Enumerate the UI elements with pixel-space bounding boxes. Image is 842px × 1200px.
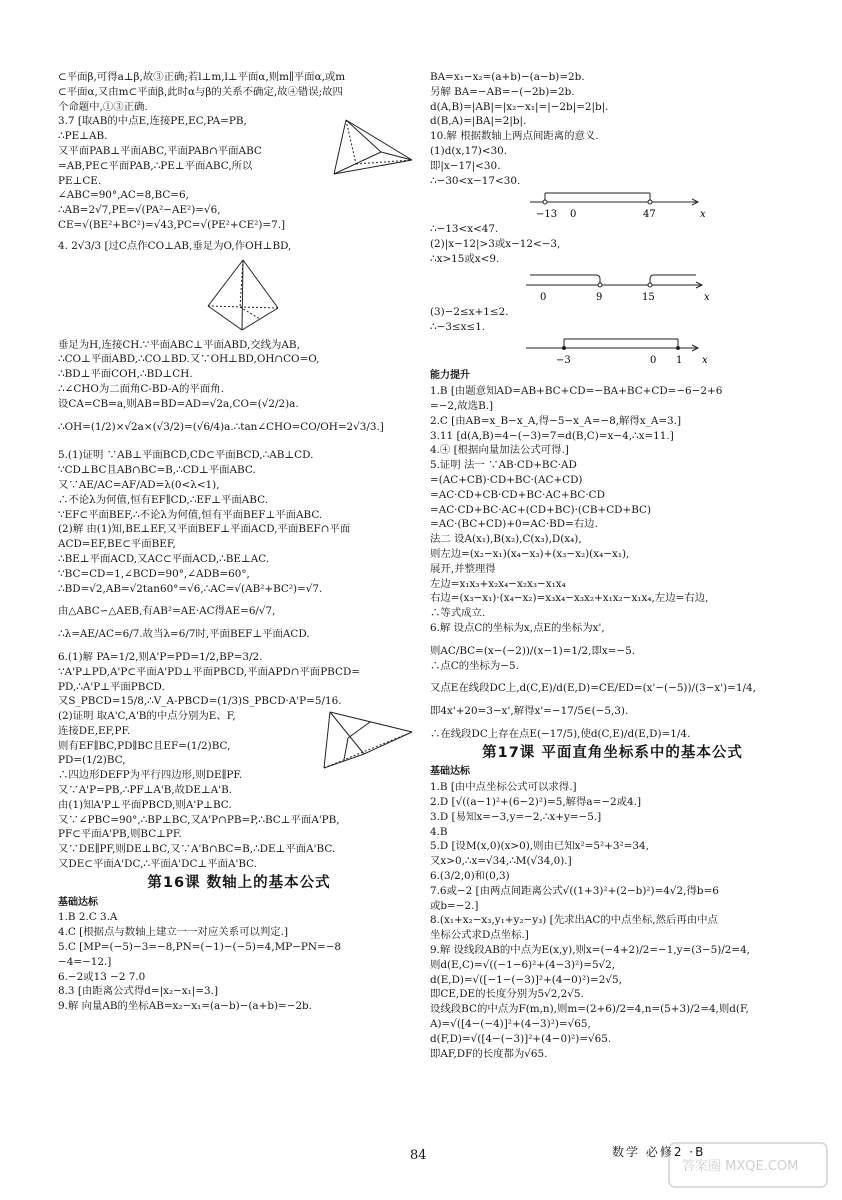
tick-label: 9 <box>596 291 603 303</box>
tick-label: 0 <box>570 209 577 221</box>
text-line: ∴x>15或x<9. <box>430 252 500 265</box>
text-line: ∴点C的坐标为−5. <box>430 659 519 672</box>
text-line: 由△ABC∽△AEB,有AB²=AE·AC得AE=6/√7, <box>58 605 276 618</box>
text-line: 6.解 设点C的坐标为x,点E的坐标为x', <box>430 621 605 634</box>
text-line: ∴CO⊥平面ABD,∴CO⊥BD.又∵OH⊥BD,OH∩CO=O, <box>58 353 320 366</box>
text-line: ∴∠CHO为二面角C-BD-A的平面角. <box>58 382 224 395</box>
text-line: =AC·CD+CB·CD+BC·AC+BC·CD <box>430 488 605 501</box>
tick-label: 1 <box>676 355 683 367</box>
text-line: ∴等式成立. <box>430 607 486 620</box>
text-line: =AC·CD+BC·AC+(CD+BC)·(CB+CD+BC) <box>430 503 652 516</box>
text-line: ∵EF⊂平面BEF,∴不论λ为何值,恒有平面BEF⊥平面ABC. <box>58 508 323 521</box>
tick-label: 47 <box>643 209 656 221</box>
problem-3 <box>58 114 420 232</box>
text-line: (3)−2≤x+1≤2. <box>430 305 509 318</box>
basic-heading: 基础达标 <box>430 766 470 778</box>
text-line: ∴BD⊥平面COH,∴BD⊥CH. <box>58 368 193 381</box>
text-line: 或b=−2.] <box>430 899 479 912</box>
text-line: 又S_PBCD=15/8,∴V_A-PBCD=(1/3)S_PBCD·A'P=5/16. <box>58 695 342 708</box>
book-footer: 数学 必修2 ·B <box>612 1145 706 1159</box>
text-line: 则AC/BC=(x−(−2))/(x−1)=1/2,即x=−5. <box>430 644 636 657</box>
text-line: 法二 设A(x₁),B(x₂),C(x₃),D(x₄), <box>430 533 582 546</box>
text-line: 7.6或−2 [由两点间距离公式√((1+3)²+(2−b)²)=4√2,得b=6 <box>430 884 719 897</box>
text-line: 展开,并整理得 <box>430 562 496 575</box>
page-number: 84 <box>410 1148 427 1163</box>
text-line: 3.7 [取AB的中点E,连接PE,EC,PA=PB, <box>58 115 247 128</box>
tick-label: −3 <box>556 355 571 367</box>
text-line: ⊂平面β,可得a⊥β,故③正确;若l⊥m,l⊥平面α,则m∥平面α,或m <box>58 71 346 83</box>
text-line: ∴不论λ为何值,恒有EF∥CD,∴EF⊥平面ABC. <box>58 493 268 506</box>
text-line: −4=−12.] <box>58 955 112 968</box>
text-line: 2.D [√((a−1)²+(6−2)²)=5,解得a=−2或4.] <box>430 796 641 809</box>
axis-label: x <box>704 291 710 303</box>
text-line: 5.(1)证明 ∵AB⊥平面BCD,CD⊂平面BCD,∴AB⊥CD. <box>58 449 314 462</box>
text-line: 9.解 向量AB的坐标AB=x₂−x₁=(a−b)−(a+b)=−2b. <box>58 1000 313 1013</box>
text-line: ∵A'P⊥PD,A'P⊂平面A'PD⊥平面PBCD,平面APD∩平面PBCD= <box>58 665 360 678</box>
right-column <box>430 70 795 1061</box>
section-16-title: 第16课 数轴上的基本公式 <box>147 874 331 891</box>
text-line: ∴BD=√2,AB=√2tan60°=√6,∴AC=√(AB²+BC²)=√7. <box>58 582 323 595</box>
text-line: 即4x'+20=3−x',解得x'=−17/5∈(−5,3). <box>430 705 629 718</box>
text-line: d(B,A)=|BA|=2|b|. <box>430 115 527 128</box>
text-line: 3.11 [d(A,B)=4−(−3)=7=d(B,C)=x−4,∴x=11.] <box>430 429 674 442</box>
problem-6 <box>58 650 420 872</box>
text-line: =AC·(BC+CD)+0=AC·BD=右边. <box>430 518 598 531</box>
tick-label: 0 <box>650 355 657 367</box>
text-line: 即|x−17|<30. <box>430 159 501 172</box>
text-line: ∴−3≤x≤1. <box>430 320 486 333</box>
text-line: ∴四边形DEFP为平行四边形,则DE∥PF. <box>58 769 243 782</box>
tick-label: 15 <box>642 291 655 303</box>
text-line: BA=x₁−x₂=(a+b)−(a−b)=2b. <box>430 71 585 83</box>
text-line: 4.④ [根据向量加法公式可得.] <box>430 444 569 457</box>
text-line: 6.(3/2,0)和(0,3) <box>430 870 510 883</box>
text-line: PD,∴A'P⊥平面PBCD. <box>58 680 165 693</box>
text-line: 坐标公式求D点坐标.] <box>430 929 529 942</box>
text-line: ∵CD⊥BC且AB∩BC=B,∴CD⊥平面ABC. <box>58 464 256 477</box>
text-line: ∴λ=AE/AC=6/7.故当λ=6/7时,平面BEF⊥平面ACD. <box>58 628 310 641</box>
number-line-1 <box>530 190 710 220</box>
text-line: 6.−2或13 −2 7.0 <box>58 970 146 983</box>
text-line: 设线段BC的中点为F(m,n),则m=(2+6)/2=4,n=(5+3)/2=4,则d(F, <box>430 1003 749 1016</box>
text-line: 左边=x₁x₃+x₂x₄−x₂x₃−x₁x₄ <box>430 577 566 590</box>
watermark-logo <box>668 1142 828 1188</box>
text-line: 即AF,DF的长度都为√65. <box>430 1047 548 1060</box>
text-line: =AB,PE⊂平面PAB,∴PE⊥平面ABC,所以 <box>58 159 253 172</box>
text-line: 垂足为H,连接CH.∵平面ABC⊥平面ABD,交线为AB, <box>58 338 300 351</box>
text-line: 连接DE,EF,PF. <box>58 724 131 737</box>
text-line: PD=(1/2)BC, <box>58 754 126 767</box>
left-column <box>58 70 420 1014</box>
text-line: ∠ABC=90°,AC=8,BC=6, <box>58 189 189 202</box>
text-line: PE⊥CE. <box>58 174 102 187</box>
text-line: d(E,D)=√([−1−(−3)]²+(4−0)²)=2√5, <box>430 973 622 986</box>
ability-heading: 能力提升 <box>430 370 470 382</box>
text-line: 8.3 [由距离公式得d=|x₂−x₁|=3.] <box>58 985 219 998</box>
text-line: (2)证明 取A'C,A'B的中点分别为E、F, <box>58 710 236 723</box>
text-line: 即CE,DE的长度分别为5√2,2√5. <box>430 988 584 1001</box>
text-line: ∴OH=(1/2)×√2a×(√3/2)=(√6/4)a.∴tan∠CHO=CO/OH=2√3/3.] <box>58 420 384 433</box>
text-line: =−2,故选B.] <box>430 399 494 412</box>
tetrahedron-figure <box>198 256 288 336</box>
text-line: ∴PE⊥AB. <box>58 130 108 143</box>
text-line: d(A,B)=|AB|=|x₂−x₁|=|−2b|=2|b|. <box>430 100 609 113</box>
text-line: 右边=(x₃−x₁)·(x₄−x₂)=x₃x₄−x₃x₂+x₁x₂−x₁x₄,左边=右边, <box>430 592 709 605</box>
text-line: 又∵∠PBC=90°,∴BP⊥BC,又A'P∩PB=P,∴BC⊥平面A'PB, <box>58 813 340 826</box>
text-line: ACD=EF,BE⊂平面BEF, <box>58 538 176 551</box>
number-line-2 <box>526 269 716 303</box>
text-line: 又平面PAB⊥平面ABC,平面PAB∩平面ABC <box>58 144 262 157</box>
text-line: 又∵DE∥PF,则DE⊥BC,又∵A'B∩BC=B,∴DE⊥平面A'BC. <box>58 843 336 856</box>
section-17-title: 第17课 平面直角坐标系中的基本公式 <box>482 744 743 761</box>
text-line: 4.C [根据点与数轴上建立一一对应关系可以判定.] <box>58 926 288 939</box>
text-line: 9.解 设线段AB的中点为E(x,y),则x=(−4+2)/2=−1,y=(3−5)/2=4, <box>430 944 750 957</box>
text-line: 另解 BA=−AB=−(−2b)=2b. <box>430 85 575 98</box>
text-line: 2.C [由AB=x_B−x_A,得−5−x_A=−8,解得x_A=3.] <box>430 414 682 427</box>
number-line-3 <box>526 336 716 366</box>
text-line: A)=√([4−(−4)]²+(4−3)²)=√65, <box>430 1018 591 1031</box>
text-line: 则左边=(x₂−x₁)(x₄−x₃)+(x₃−x₂)(x₄−x₁), <box>430 547 630 560</box>
text-line: 又点E在线段DC上,d(C,E)/d(E,D)=CE/ED=(x'−(−5))/(3−x')=1/4, <box>430 682 756 695</box>
text-line: 1.B [由题意知AD=AB+BC+CD=−BA+BC+CD=−6−2+6 <box>430 385 723 398</box>
tick-label: −13 <box>536 209 558 221</box>
text-line: ∴−30<x−17<30. <box>430 174 521 187</box>
pyramid-figure-1 <box>326 116 422 188</box>
text-line: 1.B 2.C 3.A <box>58 911 118 924</box>
pyramid-figure-2 <box>320 702 420 782</box>
text-line: 则有EF∥BC,PD∥BC且EF=(1/2)BC, <box>58 739 231 752</box>
text-line: 则d(E,C)=√((−1−6)²+(4−3)²)=5√2, <box>430 958 616 971</box>
axis-label: x <box>700 209 706 221</box>
text-line: CE=√(BE²+BC²)=√43,PC=√(PE²+CE²)=7.] <box>58 218 286 231</box>
text-line: 5.C [MP=(−5)−3=−8,PN=(−1)−(−5)=4,MP−PN=−8 <box>58 941 342 954</box>
text-line: ∴−13<x<47. <box>430 223 499 236</box>
text-line: 6.(1)解 PA=1/2,则A'P=PD=1/2,BP=3/2. <box>58 650 263 663</box>
text-line: PF⊂平面A'PB,则BC⊥PF. <box>58 828 182 841</box>
text-line: 又∵AE/AC=AF/AD=λ(0<λ<1), <box>58 478 220 491</box>
tick-label: 0 <box>540 291 547 303</box>
text-line: ∴在线段DC上存在点E(−17/5),使d(C,E)/d(E,D)=1/4. <box>430 727 691 740</box>
text-line: 又∵A'P=PB,∴PF⊥A'B,故DE⊥A'B. <box>58 784 233 797</box>
text-line: ∴BE⊥平面ACD,又AC⊂平面ACD,∴BE⊥AC. <box>58 552 270 565</box>
text-line: 1.B [由中点坐标公式可以求得.] <box>430 781 577 794</box>
text-line: ∵BC=CD=1,∠BCD=90°,∠ADB=60°, <box>58 567 250 580</box>
axis-label: x <box>702 355 708 367</box>
text-line: 又x>0,∴x=√34,∴M(√34,0).] <box>430 855 572 868</box>
text-line: d(F,D)=√([4−(−3)]²+(4−0)²)=√65. <box>430 1032 612 1045</box>
text-line: 4.B <box>430 825 448 838</box>
text-line: ⊂平面α,又由m⊂平面β,此时α与β的关系不确定,故④错误;故四 <box>58 85 343 98</box>
text-line: 8.(x₁+x₂−x₃,y₁+y₂−y₃) [先求出AC的中点坐标,然后再由中点 <box>430 914 718 927</box>
text-line: (2)解 由(1)知,BE⊥EF,又平面BEF⊥平面ACD,平面BEF∩平面 <box>58 523 351 536</box>
text-line: ∴AB=2√7,PE=√(PA²−AE²)=√6, <box>58 204 221 217</box>
text-line: 4. 2√3/3 [过C点作CO⊥AB,垂足为O,作OH⊥BD, <box>58 239 292 252</box>
text-line: (1)d(x,17)<30. <box>430 144 508 157</box>
text-line: (2)|x−12|>3或x−12<−3, <box>430 238 561 251</box>
text-line: 设CA=CB=a,则AB=BD=AD=√2a,CO=(√2/2)a. <box>58 397 299 410</box>
text-line: =(AC+CB)·CD+BC·(AC+CD) <box>430 473 583 486</box>
text-line: 又DE⊂平面A'DC,∴平面A'DC⊥平面A'BC. <box>58 858 258 871</box>
text-line: 10.解 根据数轴上两点间距离的意义. <box>430 130 599 143</box>
watermark-text: 答案圈 MXQE.COM <box>682 1159 799 1174</box>
text-line: 个命题中,①③正确. <box>58 100 148 113</box>
text-line: 3.D [易知x=−3,y=−2,∴x+y=−5.] <box>430 810 602 823</box>
text-line: 5.D [设M(x,0)(x>0),则由已知x²=5²+3²=34, <box>430 840 649 853</box>
basic-heading: 基础达标 <box>58 896 98 908</box>
text-line: 5.证明 法一 ∵AB·CD+BC·AD <box>430 459 577 472</box>
text-line: 由(1)知A'P⊥平面PBCD,则A'P⊥BC. <box>58 798 232 811</box>
